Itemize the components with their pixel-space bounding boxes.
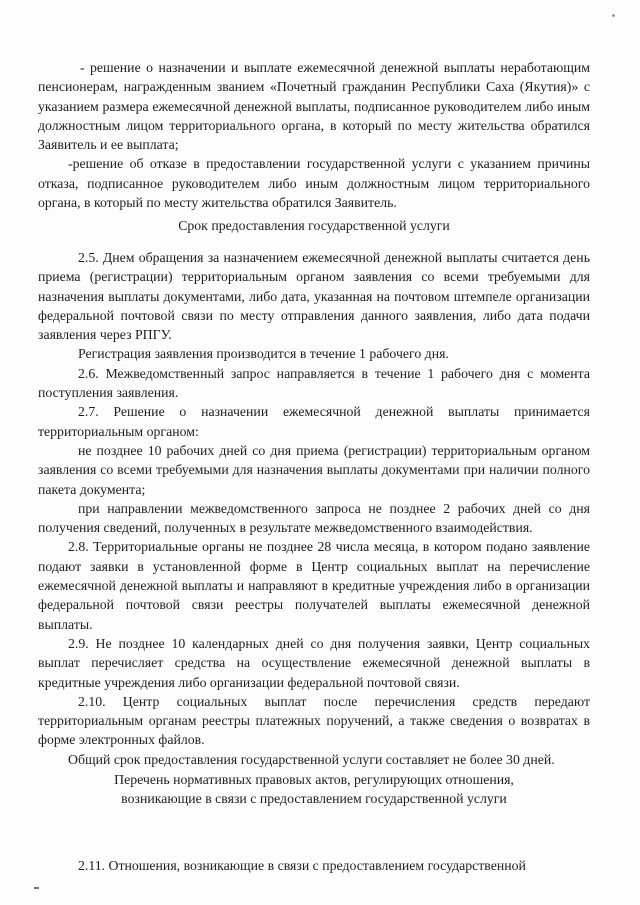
scan-dot [34,887,39,889]
paragraph-2-5: 2.5. Днем обращения за назначением ежемесячной денежной выплаты считается день приема (регистрации) территориальным органом заявления со всеми требуемыми для назначения выплаты документами, либо дата, указанная на почтовом штемпеле организации федеральной почтовой связи по месту отправления данного заявления, либо дата подачи заявления через РПГУ. [38,250,590,343]
acts-heading-line-1: Перечень нормативных правовых актов, регулирующих отношения, [114,772,514,787]
paragraph-2-8: 2.8. Территориальные органы не позднее 28 числа месяца, в котором подано заявление подают заявки в установленной форме в Центр социальных выплат на перечисление ежемесячной денежной выплаты и направляют в кредитные учреждения либо в организации федеральной почтовой связи реестры получателей выплаты ежемесячной денежной выплаты. [38,539,590,632]
total-term-paragraph: Общий срок предоставления государственной услуги составляет не более 30 дней. [68,751,555,767]
paragraph-2-9: 2.9. Не позднее 10 календарных дней со дня получения заявки, Центр социальных выплат перечисляет средства на осуществление ежемесячной денежной выплаты в кредитные учреждения либо организации федеральной почтовой связи. [38,635,590,690]
paragraph-2-7-item-2: при направлении межведомственного запроса не позднее 2 рабочих дней со дня получения сведений, полученных в результате межведомственного взаимодействия. [38,500,590,536]
paragraph-2-10: 2.10. Центр социальных выплат после перечисления средств передают территориальным органам реестры платежных поручений, а также сведения о возвратах в форме электронных файлов. [38,693,590,748]
decision-list [38,58,590,212]
registration-paragraph: Регистрация заявления производится в течение 1 рабочего дня. [78,346,449,362]
paragraph-2-7: 2.7. Решение о назначении ежемесячной денежной выплаты принимается территориальным органом: [38,404,590,439]
decision-grant-paragraph: - решение о назначении и выплате ежемесячной денежной выплаты неработающим пенсионерам, награжденным званием «Почетный гражданин Республики Саха (Якутия)» с указанием размера ежемесячной денежной выплаты, подписанное руководителем либо иным должностным лицом территориального органа, в который по месту жительства обратился Заявитель и ее выплата; [38,60,590,153]
decision-refusal-paragraph: -решение об отказе в предоставлении государственной услуги с указанием причины отказа, подписанное руководителем либо иным должностным лицом территориального органа, в который по месту жительства обратился Заявитель. [38,156,590,211]
term-heading: Срок предоставления государственной услуги [178,218,450,233]
term-section [38,248,590,769]
paragraph-2-6: 2.6. Межведомственный запрос направляется в течение 1 рабочего дня с момента поступления заявления. [38,365,590,401]
paragraph-2-11: 2.11. Отношения, возникающие в связи с предоставлением государственной [78,858,526,873]
scan-mark [612,14,615,17]
acts-heading-line-2: возникающие в связи с предоставлением государственной услуги [121,791,507,806]
acts-section [38,856,590,875]
paragraph-2-7-item-1: не позднее 10 рабочих дней со дня приема (регистрации) территориальным органом заявления со всеми требуемыми для назначения выплаты документами при наличии полного пакета документа; [38,442,590,497]
